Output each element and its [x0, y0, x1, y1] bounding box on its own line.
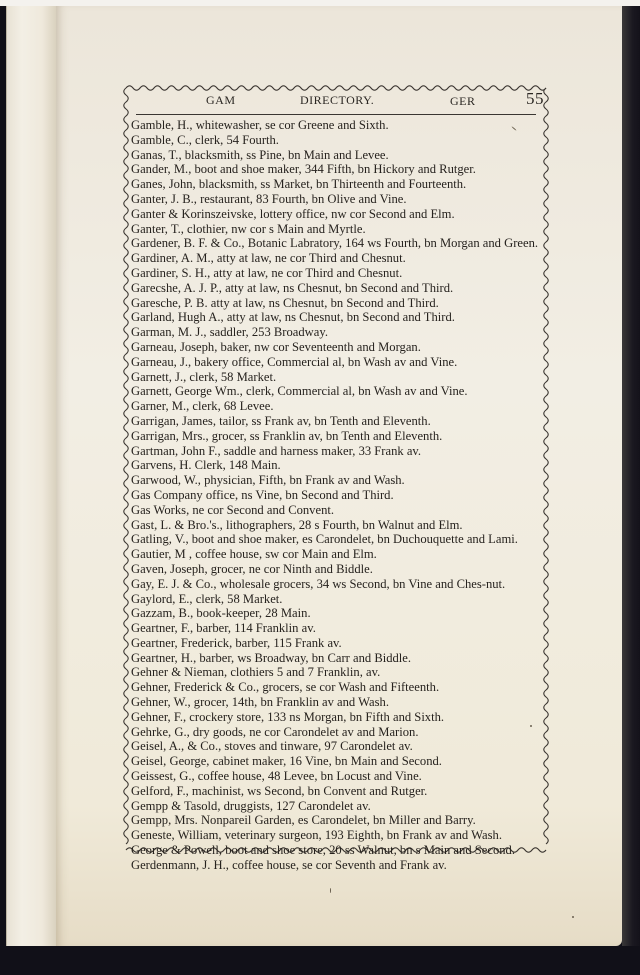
page-number: 55	[526, 89, 544, 108]
directory-entry: Garneau, J., bakery office, Commercial al, bn Wash av and Vine.	[131, 354, 458, 369]
directory-entry: Gas Works, ne cor Second and Convent.	[131, 502, 335, 517]
directory-entry: Gardiner, S. H., atty at law, ne cor Third and Chesnut.	[131, 265, 403, 280]
directory-entry: Garvens, H. Clerk, 148 Main.	[131, 458, 281, 473]
directory-entry: Garesche, P. B. atty at law, ns Chesnut, bn Second and Third.	[131, 295, 439, 310]
directory-entry: Geneste, William, veterinary surgeon, 193 Eighth, bn Frank av and Wash.	[131, 828, 502, 843]
ink-mark	[530, 725, 532, 727]
directory-entry: Gander, M., boot and shoe maker, 344 Fifth, bn Hickory and Rutger.	[131, 162, 476, 177]
directory-entry: Gartman, John F., saddle and harness maker, 33 Frank av.	[131, 443, 422, 458]
directory-entry: Gaven, Joseph, grocer, ne cor Ninth and Biddle.	[131, 561, 373, 576]
directory-entry: Garrigan, Mrs., grocer, ss Franklin av, bn Tenth and Eleventh.	[131, 428, 443, 443]
directory-entry: Gerdenmann, J. H., coffee house, se cor Seventh and Frank av.	[131, 857, 447, 872]
directory-entry: Ganter, T., clothier, nw cor s Main and Myrtle.	[131, 221, 366, 236]
directory-entry: Garnett, J., clerk, 58 Market.	[131, 369, 277, 384]
directory-entry: Ganter & Korinszeivske, lottery office, nw cor Second and Elm.	[131, 206, 455, 221]
directory-entry: Gamble, H., whitewasher, se cor Greene and Sixth.	[131, 118, 389, 132]
guide-word-left: GAM	[206, 93, 236, 107]
directory-entry: Geartner, H., barber, ws Broadway, bn Carr and Biddle.	[131, 650, 412, 665]
directory-entry: Gardiner, A. M., atty at law, ne cor Third and Chesnut.	[131, 251, 406, 266]
page-edge-shadow	[622, 6, 640, 946]
directory-entry: Gazzam, B., book-keeper, 28 Main.	[131, 606, 311, 621]
directory-entry: Ganter, J. B., restaurant, 83 Fourth, bn Olive and Vine.	[131, 191, 407, 206]
page-title: DIRECTORY.	[300, 93, 375, 107]
running-head	[136, 90, 546, 110]
directory-entry: Gay, E. J. & Co., wholesale grocers, 34 ws Second, bn Vine and Ches-nut.	[131, 576, 506, 591]
directory-entry: Garner, M., clerk, 68 Levee.	[131, 399, 274, 414]
directory-entry: Gehner & Nieman, clothiers 5 and 7 Franklin, av.	[131, 665, 381, 680]
directory-entry: Geartner, Frederick, barber, 115 Frank av.	[131, 635, 342, 650]
directory-entry: Geisel, George, cabinet maker, 16 Vine, bn Main and Second.	[131, 754, 442, 769]
directory-entry: Gast, L. & Bro.'s., lithographers, 28 s Fourth, bn Walnut and Elm.	[131, 517, 463, 532]
directory-entry: Gempp, Mrs. Nonpareil Garden, es Carondelet, bn Miller and Barry.	[131, 813, 476, 828]
directory-entry: Gempp & Tasold, druggists, 127 Carondelet av.	[131, 798, 371, 813]
ink-mark	[330, 888, 331, 893]
guide-word-right: GER	[450, 94, 476, 108]
directory-entries	[131, 118, 546, 873]
ink-mark	[572, 916, 574, 918]
facing-page-fold	[6, 6, 57, 946]
directory-entry: Gehner, W., grocer, 14th, bn Franklin av and Wash.	[131, 695, 389, 710]
directory-entry: Geisel, A., & Co., stoves and tinware, 97 Carondelet av.	[131, 739, 413, 754]
directory-entry: Gatling, V., boot and shoe maker, es Carondelet, bn Duchouquette and Lami.	[131, 532, 518, 547]
directory-entry: Garnett, George Wm., clerk, Commercial al, bn Wash av and Vine.	[131, 384, 468, 399]
directory-entry: Garrigan, James, tailor, ss Frank av, bn Tenth and Eleventh.	[131, 413, 431, 428]
directory-entry: Garland, Hugh A., atty at law, ns Chesnut, bn Second and Third.	[131, 310, 455, 325]
directory-entry: Geissest, G., coffee house, 48 Levee, bn Locust and Vine.	[131, 769, 422, 784]
directory-entry: Ganes, John, blacksmith, ss Market, bn Thirteenth and Fourteenth.	[131, 177, 467, 192]
directory-entry: Gas Company office, ns Vine, bn Second and Third.	[131, 487, 394, 502]
directory-entry: Gardener, B. F. & Co., Botanic Labratory, 164 ws Fourth, bn Morgan and Green.	[131, 236, 539, 251]
directory-entry: Gehrke, G., dry goods, ne cor Carondelet av and Marion.	[131, 724, 419, 739]
directory-entry: Geartner, F., barber, 114 Franklin av.	[131, 621, 316, 636]
directory-entry: Garecshe, A. J. P., atty at law, ns Chesnut, bn Second and Third.	[131, 280, 454, 295]
directory-entry: George & Powell, boot and shoe store, 20 ss Walnut, bn s Main and Second.	[131, 843, 515, 858]
directory-entry: Gehner, Frederick & Co., grocers, se cor Wash and Fifteenth.	[131, 680, 440, 695]
directory-entry: Gaylord, E., clerk, 58 Market.	[131, 591, 283, 606]
border-wave	[124, 88, 128, 844]
directory-entry: Gehner, F., crockery store, 133 ns Morgan, bn Fifth and Sixth.	[131, 709, 445, 724]
directory-entry: Garman, M. J., saddler, 253 Broadway.	[131, 325, 328, 340]
directory-entry: Gamble, C., clerk, 54 Fourth.	[131, 132, 279, 147]
directory-entry: Garwood, W., physician, Fifth, bn Frank av and Wash.	[131, 473, 405, 488]
header-rule	[136, 114, 536, 115]
directory-entry: Ganas, T., blacksmith, ss Pine, bn Main and Levee.	[131, 147, 389, 162]
directory-entry: Gautier, M , coffee house, sw cor Main and Elm.	[131, 547, 377, 562]
directory-entry: Garneau, Joseph, baker, nw cor Seventeenth and Morgan.	[131, 339, 421, 354]
directory-entry: Gelford, F., machinist, ws Second, bn Convent and Rutger.	[131, 783, 428, 798]
